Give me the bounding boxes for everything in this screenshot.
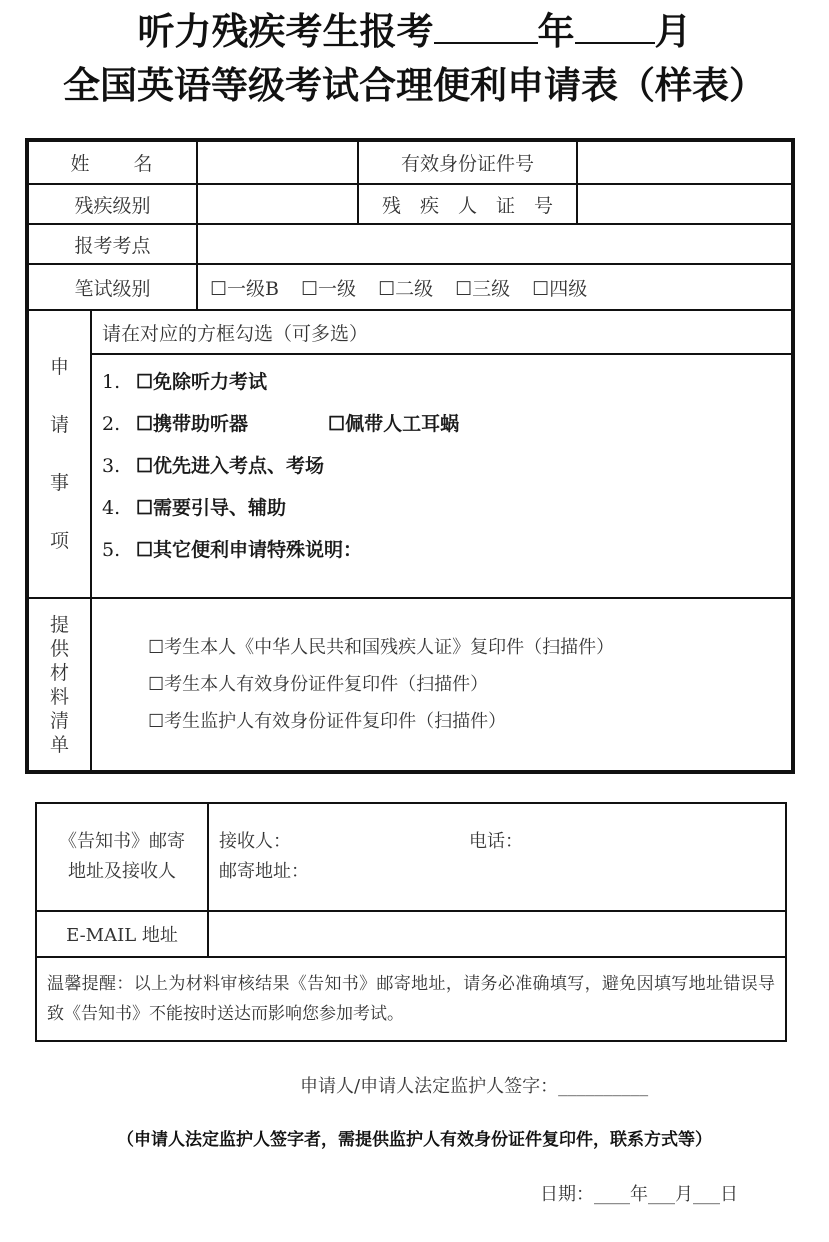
address-label: 邮寄地址： (219, 861, 309, 882)
email-label: E-MAIL 地址 (36, 911, 208, 957)
application-hint: 请在对应的方框勾选（可多选） (91, 310, 793, 354)
written-level-options (197, 264, 793, 310)
application-item-4[interactable]: 4. ☐需要引导、辅助 (102, 497, 287, 519)
level-checkbox-4[interactable]: ☐四级 (532, 277, 588, 300)
application-item-1[interactable]: 1. ☐免除听力考试 (102, 371, 268, 393)
mail-address-label: 《告知书》邮寄 地址及接收人 (36, 803, 208, 911)
disability-cert-label: 残 疾 人 证 号 (358, 184, 577, 224)
signature-line: 申请人/申请人法定监护人签字：__________ (300, 1076, 649, 1097)
exam-site-label: 报考考点 (27, 224, 197, 264)
form-title-line1: 听力残疾考生报考 年 月 (137, 10, 692, 53)
exam-site-field[interactable] (197, 224, 793, 264)
application-items-label: 申 请 事 项 (27, 310, 91, 598)
disability-cert-field[interactable] (577, 184, 793, 224)
materials-label: 提 供 材 料 清 单 (27, 598, 91, 772)
materials-list (91, 598, 793, 772)
level-checkbox-1b[interactable]: ☐一级B (210, 277, 280, 300)
material-item-1[interactable]: ☐考生本人《中华人民共和国残疾人证》复印件（扫描件） (148, 637, 615, 658)
signature-blank[interactable]: __________ (558, 1076, 649, 1097)
year-blank (434, 10, 538, 44)
application-item-3[interactable]: 3. ☐优先进入考点、考场 (102, 455, 325, 477)
phone-label: 电话： (469, 831, 523, 852)
form-title-line2: 全国英语等级考试合理便利申请表（样表） (63, 64, 766, 107)
reminder-text: 温馨提醒：以上为材料审核结果《告知书》邮寄地址，请务必准确填写，避免因填写地址错误导致《告知书》不能按时送达而影响您参加考试。 (36, 957, 786, 1041)
signature-note: （申请人法定监护人签字者，需提供监护人有效身份证件复印件，联系方式等） (117, 1130, 712, 1150)
cochlear-implant-option[interactable]: ☐佩带人工耳蜗 (328, 413, 460, 435)
mailing-info-table (35, 802, 787, 1042)
month-blank (575, 10, 655, 44)
mail-address-field[interactable] (208, 803, 786, 911)
disability-level-field[interactable] (197, 184, 358, 224)
level-checkbox-1[interactable]: ☐一级 (301, 277, 357, 300)
email-field[interactable] (208, 911, 786, 957)
name-label: 姓 名 (27, 140, 197, 184)
date-line[interactable]: 日期：____年___月___日 (540, 1184, 738, 1205)
receiver-label: 接收人： (219, 831, 291, 852)
disability-level-label: 残疾级别 (27, 184, 197, 224)
application-item-5[interactable]: 5. ☐其它便利申请特殊说明： (102, 539, 363, 561)
application-items (91, 354, 793, 598)
name-field[interactable] (197, 140, 358, 184)
written-level-label: 笔试级别 (27, 264, 197, 310)
level-checkbox-2[interactable]: ☐二级 (378, 277, 434, 300)
application-item-2[interactable]: 2. ☐携带助听器 ☐佩带人工耳蜗 (102, 413, 460, 435)
level-checkbox-3[interactable]: ☐三级 (455, 277, 511, 300)
material-item-3[interactable]: ☐考生监护人有效身份证件复印件（扫描件） (148, 711, 507, 732)
id-number-label: 有效身份证件号 (358, 140, 577, 184)
application-form-table (25, 138, 795, 774)
id-number-field[interactable] (577, 140, 793, 184)
material-item-2[interactable]: ☐考生本人有效身份证件复印件（扫描件） (148, 674, 489, 695)
